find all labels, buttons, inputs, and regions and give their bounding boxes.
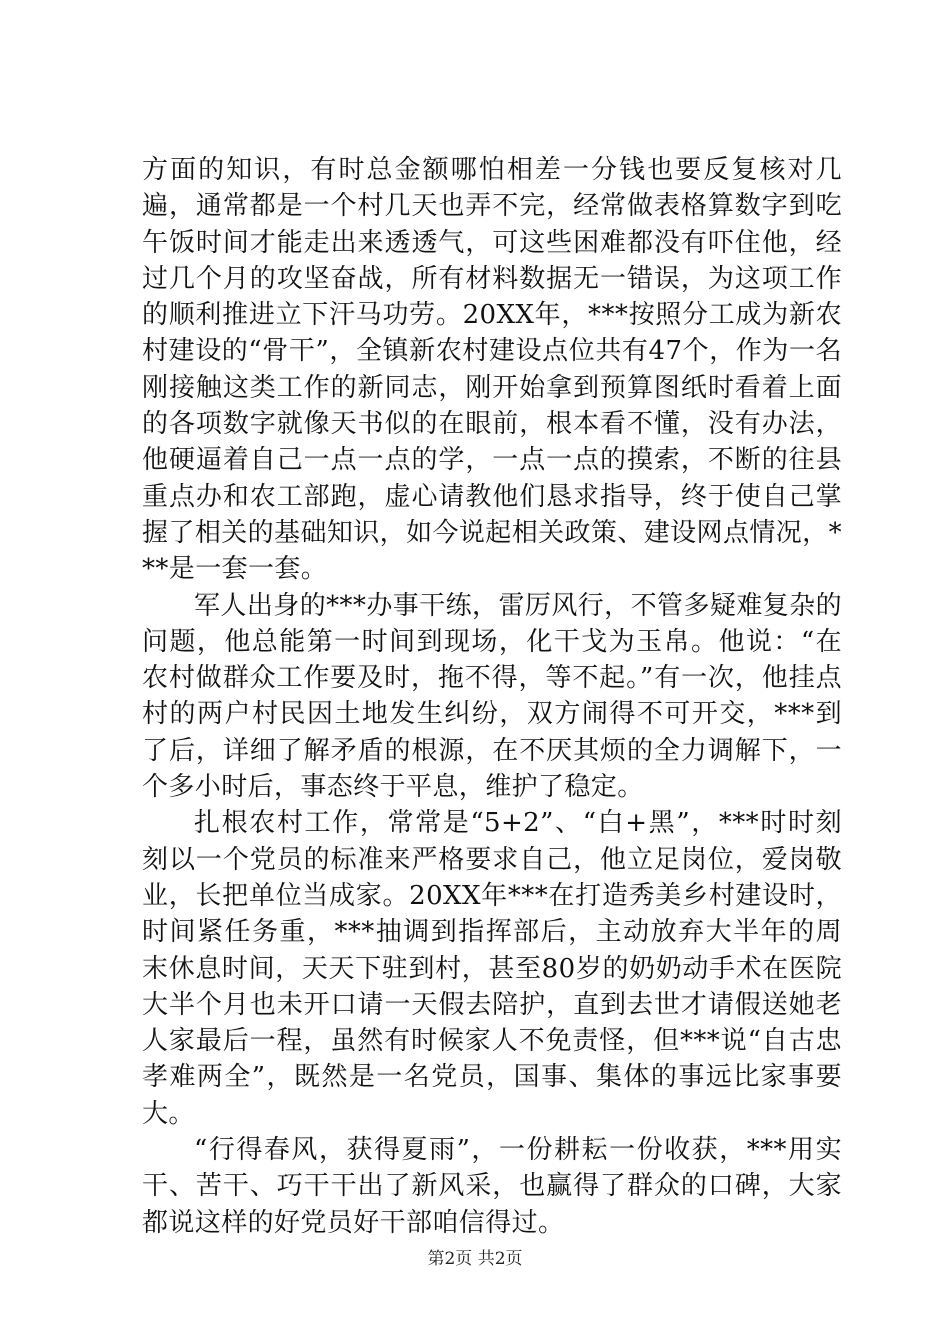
paragraph-4: “行得春风，获得夏雨”，一份耕耘一份收获，***用实干、苦干、巧干干出了新风采，也赢得了群众的口碑，大家都说这样的好党员好干部咱信得过。 bbox=[142, 1135, 842, 1238]
paragraph-2: 军人出身的***办事干练，雷厉风行，不管多疑难复杂的问题，他总能第一时间到现场，化干戈为玉帛。他说：“在农村做群众工作要及时，拖不得，等不起。”有一次，他挂点村的两户村民因土地发生纠纷，双方闹得不可开交，***到了后，详细了解矛盾的根源，在不厌其烦的全力调解下，一个多小时后，事态终于平息，维护了稳定。 bbox=[142, 590, 842, 803]
paragraph-1: 方面的知识，有时总金额哪怕相差一分钱也要反复核对几遍，通常都是一个村几天也弄不完，经常做表格算数字到吃午饭时间才能走出来透透气，可这些困难都没有吓住他，经过几个月的攻坚奋战，所有材料数据无一错误，为这项工作的顺利推进立下汗马功劳。20XX年，***按照分工成为新农村建设的“骨干”，全镇新农村建设点位共有47个，作为一名刚接触这类工作的新同志，刚开始拿到预算图纸时看着上面的各项数字就像天书似的在眼前，根本看不懂，没有办法，他硬逼着自己一点一点的学，一点一点的摸索，不断的往县重点办和农工部跑，虚心请教他们恳求指导，终于使自己掌握了相关的基础知识，如今说起相关政策、建设网点情况，***是一套一套。 bbox=[142, 155, 842, 585]
paragraph-3: 扎根农村工作，常常是“5+2”、“白+黑”，***时时刻刻以一个党员的标准来严格要求自己，他立足岗位，爱岗敬业，长把单位当成家。20XX年***在打造秀美乡村建设时，时间紧任务重，***抽调到指挥部后，主动放弃大半年的周末休息时间，天天下驻到村，甚至80岁的奶奶动手术在医院大半个月也未开口请一天假去陪护，直到去世才请假送她老人家最后一程，虽然有时候家人不免责怪，但***说“自古忠孝难两全”，既然是一名党员，国事、集体的事远比家事要大。 bbox=[142, 808, 842, 1129]
page-number-footer: 第2页 共2页 bbox=[427, 1249, 523, 1269]
document-body bbox=[142, 152, 842, 1241]
